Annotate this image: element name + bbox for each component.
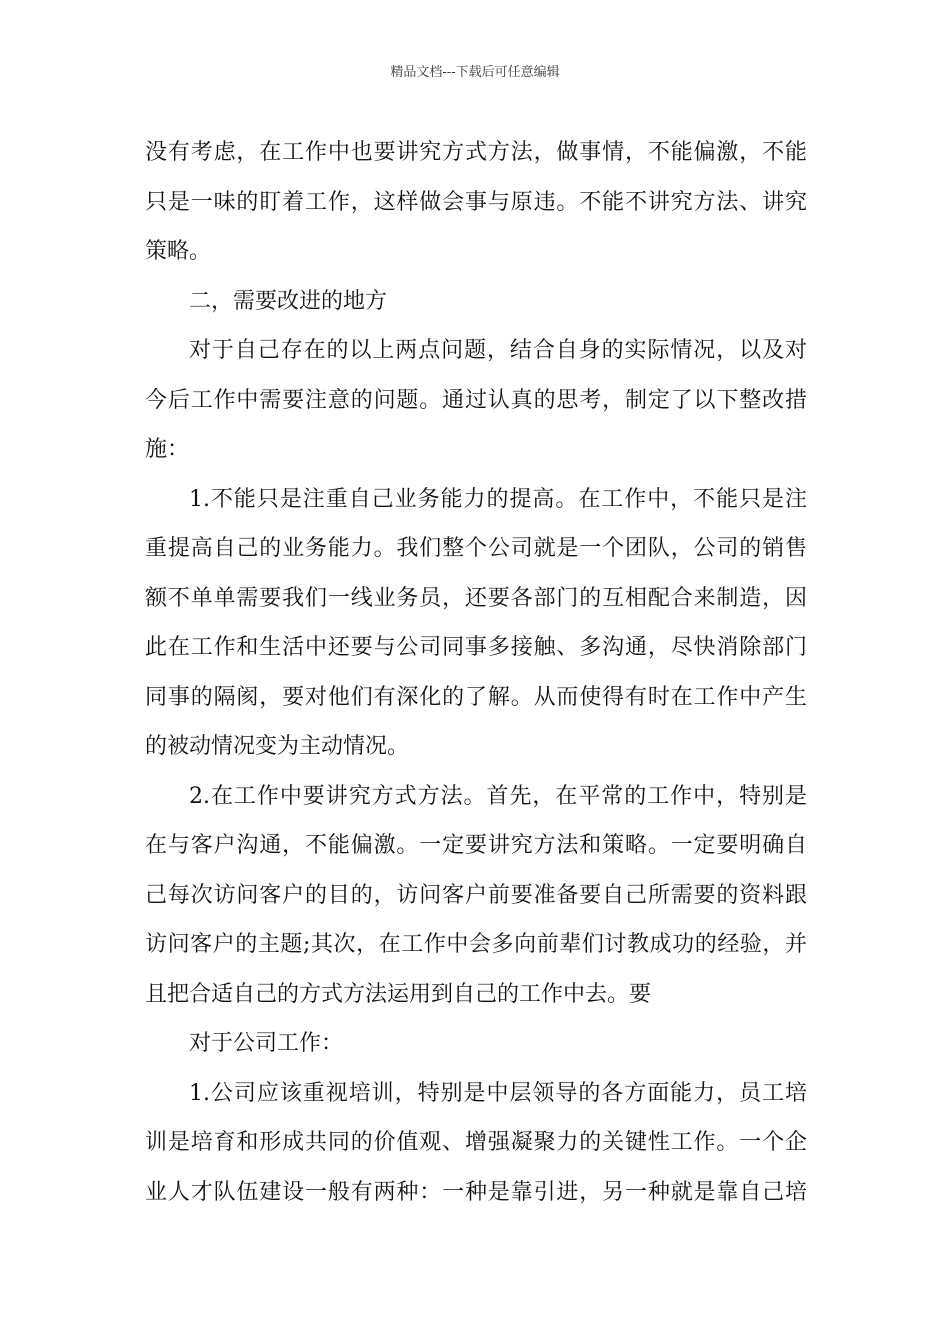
text-line: 施： [145, 437, 190, 462]
text-line: 访问客户的主题;其次，在工作中会多向前辈们讨教成功的经验，并 [145, 932, 807, 957]
text-line: 的被动情况变为主动情况。 [145, 734, 410, 759]
text-line: 训是培育和形成共同的价值观、增强凝聚力的关键性工作。一个企 [145, 1130, 807, 1155]
text-line: 没有考虑，在工作中也要讲究方式方法，做事情，不能偏激，不能 [145, 140, 807, 165]
text-line: 2.在工作中要讲究方式方法。首先，在平常的工作中，特别是 [189, 783, 807, 809]
text-line: 策略。 [145, 239, 212, 264]
section-heading: 对于公司工作： [189, 1031, 344, 1056]
text-line: 1.公司应该重视培训，特别是中层领导的各方面能力，员工培 [189, 1080, 807, 1106]
page-header: 精品文档---下载后可任意编辑 [390, 65, 560, 80]
text-line: 额不单单需要我们一线业务员，还要各部门的互相配合来制造，因 [145, 585, 807, 611]
text-line: 且把合适自己的方式方法运用到自己的工作中去。要 [145, 981, 652, 1007]
section-heading: 二，需要改进的地方 [189, 288, 388, 314]
text-line: 1.不能只是注重自己业务能力的提高。在工作中，不能只是注 [189, 486, 807, 512]
text-line: 同事的隔阂，要对他们有深化的了解。从而使得有时在工作中产生 [145, 684, 807, 710]
text-line: 此在工作和生活中还要与公司同事多接触、多沟通，尽快消除部门 [145, 635, 807, 660]
text-line: 今后工作中需要注意的问题。通过认真的思考，制定了以下整改措 [145, 387, 807, 413]
document-body [145, 128, 807, 1217]
text-line: 只是一味的盯着工作，这样做会事与原违。不能不讲究方法、讲究 [145, 189, 807, 215]
text-line: 己每次访问客户的目的，访问客户前要准备要自己所需要的资料跟 [145, 882, 807, 908]
text-line: 在与客户沟通，不能偏激。一定要讲究方法和策略。一定要明确自 [145, 833, 807, 858]
text-line: 重提高自己的业务能力。我们整个公司就是一个团队，公司的销售 [145, 536, 807, 561]
text-line: 对于自己存在的以上两点问题，结合自身的实际情况，以及对 [189, 338, 807, 363]
text-line: 业人才队伍建设一般有两种：一种是靠引进，另一种就是靠自己培 [145, 1179, 807, 1205]
